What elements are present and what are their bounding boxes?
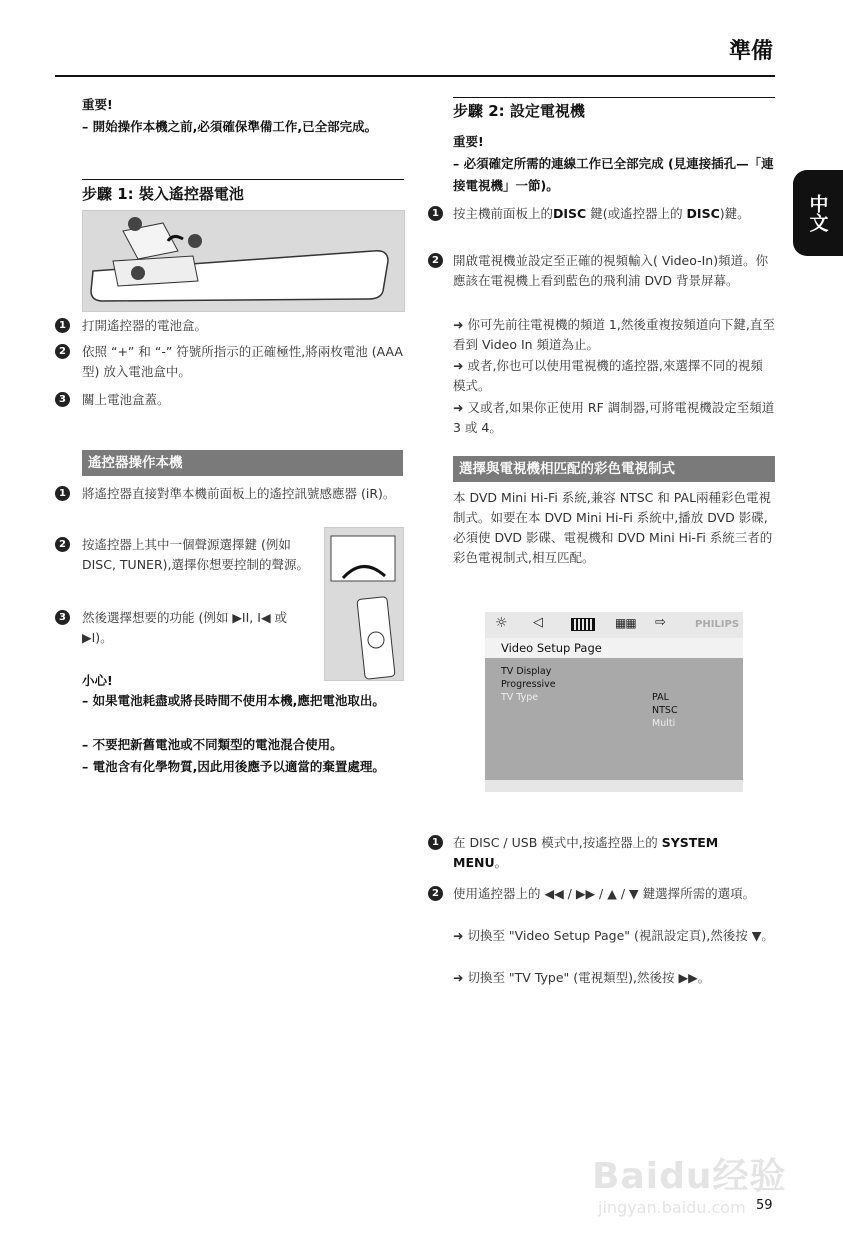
watermark-logo: Baidu经验	[592, 1156, 787, 1197]
page-title: 準備	[728, 39, 773, 64]
remote-number-2: 2	[55, 537, 70, 552]
sys-item-2: 使用遙控器上的 ◀◀ / ▶▶ / ▲ / ▼ 鍵選擇所需的選項。	[453, 886, 756, 901]
step2-arrow-2: ➜ 或者,你也可以使用電視機的遙控器,來選擇不同的視頻模式。	[453, 358, 763, 393]
osd-option-1: PAL	[652, 692, 669, 703]
sys-item-1: 在 DISC / USB 模式中,按遙控器上的 SYSTEM MENU。	[453, 835, 719, 870]
page-number: 59	[756, 1198, 773, 1213]
speaker-icon: ◁	[533, 615, 543, 630]
step-number-2: 2	[55, 344, 70, 359]
osd-menu-item-3: TV Type	[501, 692, 539, 703]
step2-arrow-3: ➜ 又或者,如果你正使用 RF 調制器,可將電視機設定至頻道 3 或 4。	[453, 400, 775, 435]
remote-item-1: 將遙控器直接對準本機前面板上的遙控訊號感應器 (iR)。	[82, 486, 396, 501]
step2-item-2: 開啟電視機並設定至正確的視頻輸入( Video-In)頻道。你應該在電視機上看到藍色的飛利浦 DVD 背景屏幕。	[453, 253, 769, 288]
step1-rule	[82, 179, 404, 180]
exit-icon: ⇨	[655, 615, 666, 630]
remote-illustration	[324, 527, 404, 681]
sun-icon: ☼	[495, 615, 508, 631]
osd-option-3: Multi	[652, 718, 676, 729]
caution-title: 小心!	[82, 673, 113, 688]
film-icon	[571, 618, 595, 631]
watermark-url: jingyan.baidu.com	[598, 1198, 746, 1217]
language-tab: 中文	[793, 170, 843, 256]
osd-icon-bar	[485, 612, 743, 639]
osd-menu-item-1: TV Display	[501, 666, 552, 677]
osd-option-2: NTSC	[652, 705, 678, 716]
remote-item-3: 然後選擇想要的功能 (例如 ▶II, I◀ 或 ▶I)。	[82, 610, 288, 645]
color-system-text: 本 DVD Mini Hi-Fi 系統,兼容 NTSC 和 PAL兩種彩色電視制式。如要在本 DVD Mini Hi-Fi 系統中,播放 DVD 影碟,必須使 DVD 影碟、電視機和 DVD Mini Hi-Fi 系統三者的彩色電視制式,相互匹配。	[453, 490, 773, 565]
osd-menu-item-2: Progressive	[501, 679, 556, 690]
caution-item-3: – 電池含有化學物質,因此用後應予以適當的棄置處理。	[82, 759, 385, 774]
step2-rule	[453, 97, 775, 98]
step1-item-1: 打開遙控器的電池盒。	[82, 318, 208, 333]
osd-page-title: Video Setup Page	[485, 638, 743, 658]
remote-operation-heading: 遙控器操作本機	[82, 450, 403, 476]
osd-menu-body	[485, 658, 743, 780]
step2-number-2: 2	[428, 253, 443, 268]
step2-important-text: – 必須確定所需的連線工作已全部完成 (見連接插孔—「連接電視機」一節)。	[453, 156, 774, 193]
header-rule	[55, 75, 775, 77]
step2-heading: 步驟 2: 設定電視機	[453, 102, 585, 120]
remote-drawing	[325, 528, 403, 680]
step1-item-3: 關上電池盒蓋。	[82, 392, 170, 407]
remote-battery-drawing	[83, 211, 404, 311]
color-system-heading: 選擇與電視機相匹配的彩色電視制式	[453, 456, 775, 482]
caution-item-2: – 不要把新舊電池或不同類型的電池混合使用。	[82, 737, 343, 752]
caution-item-1: – 如果電池耗盡或將長時間不使用本機,應把電池取出。	[82, 693, 385, 708]
battery-illustration	[82, 210, 405, 312]
osd-footer	[485, 780, 743, 792]
step2-number-1: 1	[428, 206, 443, 221]
step1-item-2: 依照 “+” 和 “-” 符號所指示的正確極性,將兩枚電池 (AAA型) 放入電池盒中。	[82, 344, 403, 379]
sys-number-1: 1	[428, 835, 443, 850]
remote-number-3: 3	[55, 610, 70, 625]
remote-item-2: 按遙控器上其中一個聲源選擇鍵 (例如 DISC, TUNER),選擇你想要控制的聲源。	[82, 537, 309, 572]
sys-number-2: 2	[428, 886, 443, 901]
grid-icon: ▦▦	[615, 616, 636, 630]
remote-number-1: 1	[55, 486, 70, 501]
important-text: – 開始操作本機之前,必須確保準備工作,已全部完成。	[82, 119, 378, 134]
step1-heading: 步驟 1: 裝入遙控器電池	[82, 185, 244, 203]
step2-important-title: 重要!	[453, 134, 484, 149]
sys-arrow-2: ➜ 切換至 "TV Type" (電視類型),然後按 ▶▶。	[453, 970, 711, 985]
step2-arrow-1: ➜ 你可先前往電視機的頻道 1,然後重複按頻道向下鍵,直至看到 Video In 頻道為止。	[453, 317, 775, 352]
osd-brand: PHILIPS	[695, 619, 740, 630]
important-title: 重要!	[82, 97, 113, 112]
step-number-3: 3	[55, 392, 70, 407]
step-number-1: 1	[55, 318, 70, 333]
sys-arrow-1: ➜ 切換至 "Video Setup Page" (視訊設定頁),然後按 ▼。	[453, 928, 774, 943]
step2-item-1: 按主機前面板上的DISC 鍵(或遙控器上的 DISC)鍵。	[453, 206, 750, 221]
